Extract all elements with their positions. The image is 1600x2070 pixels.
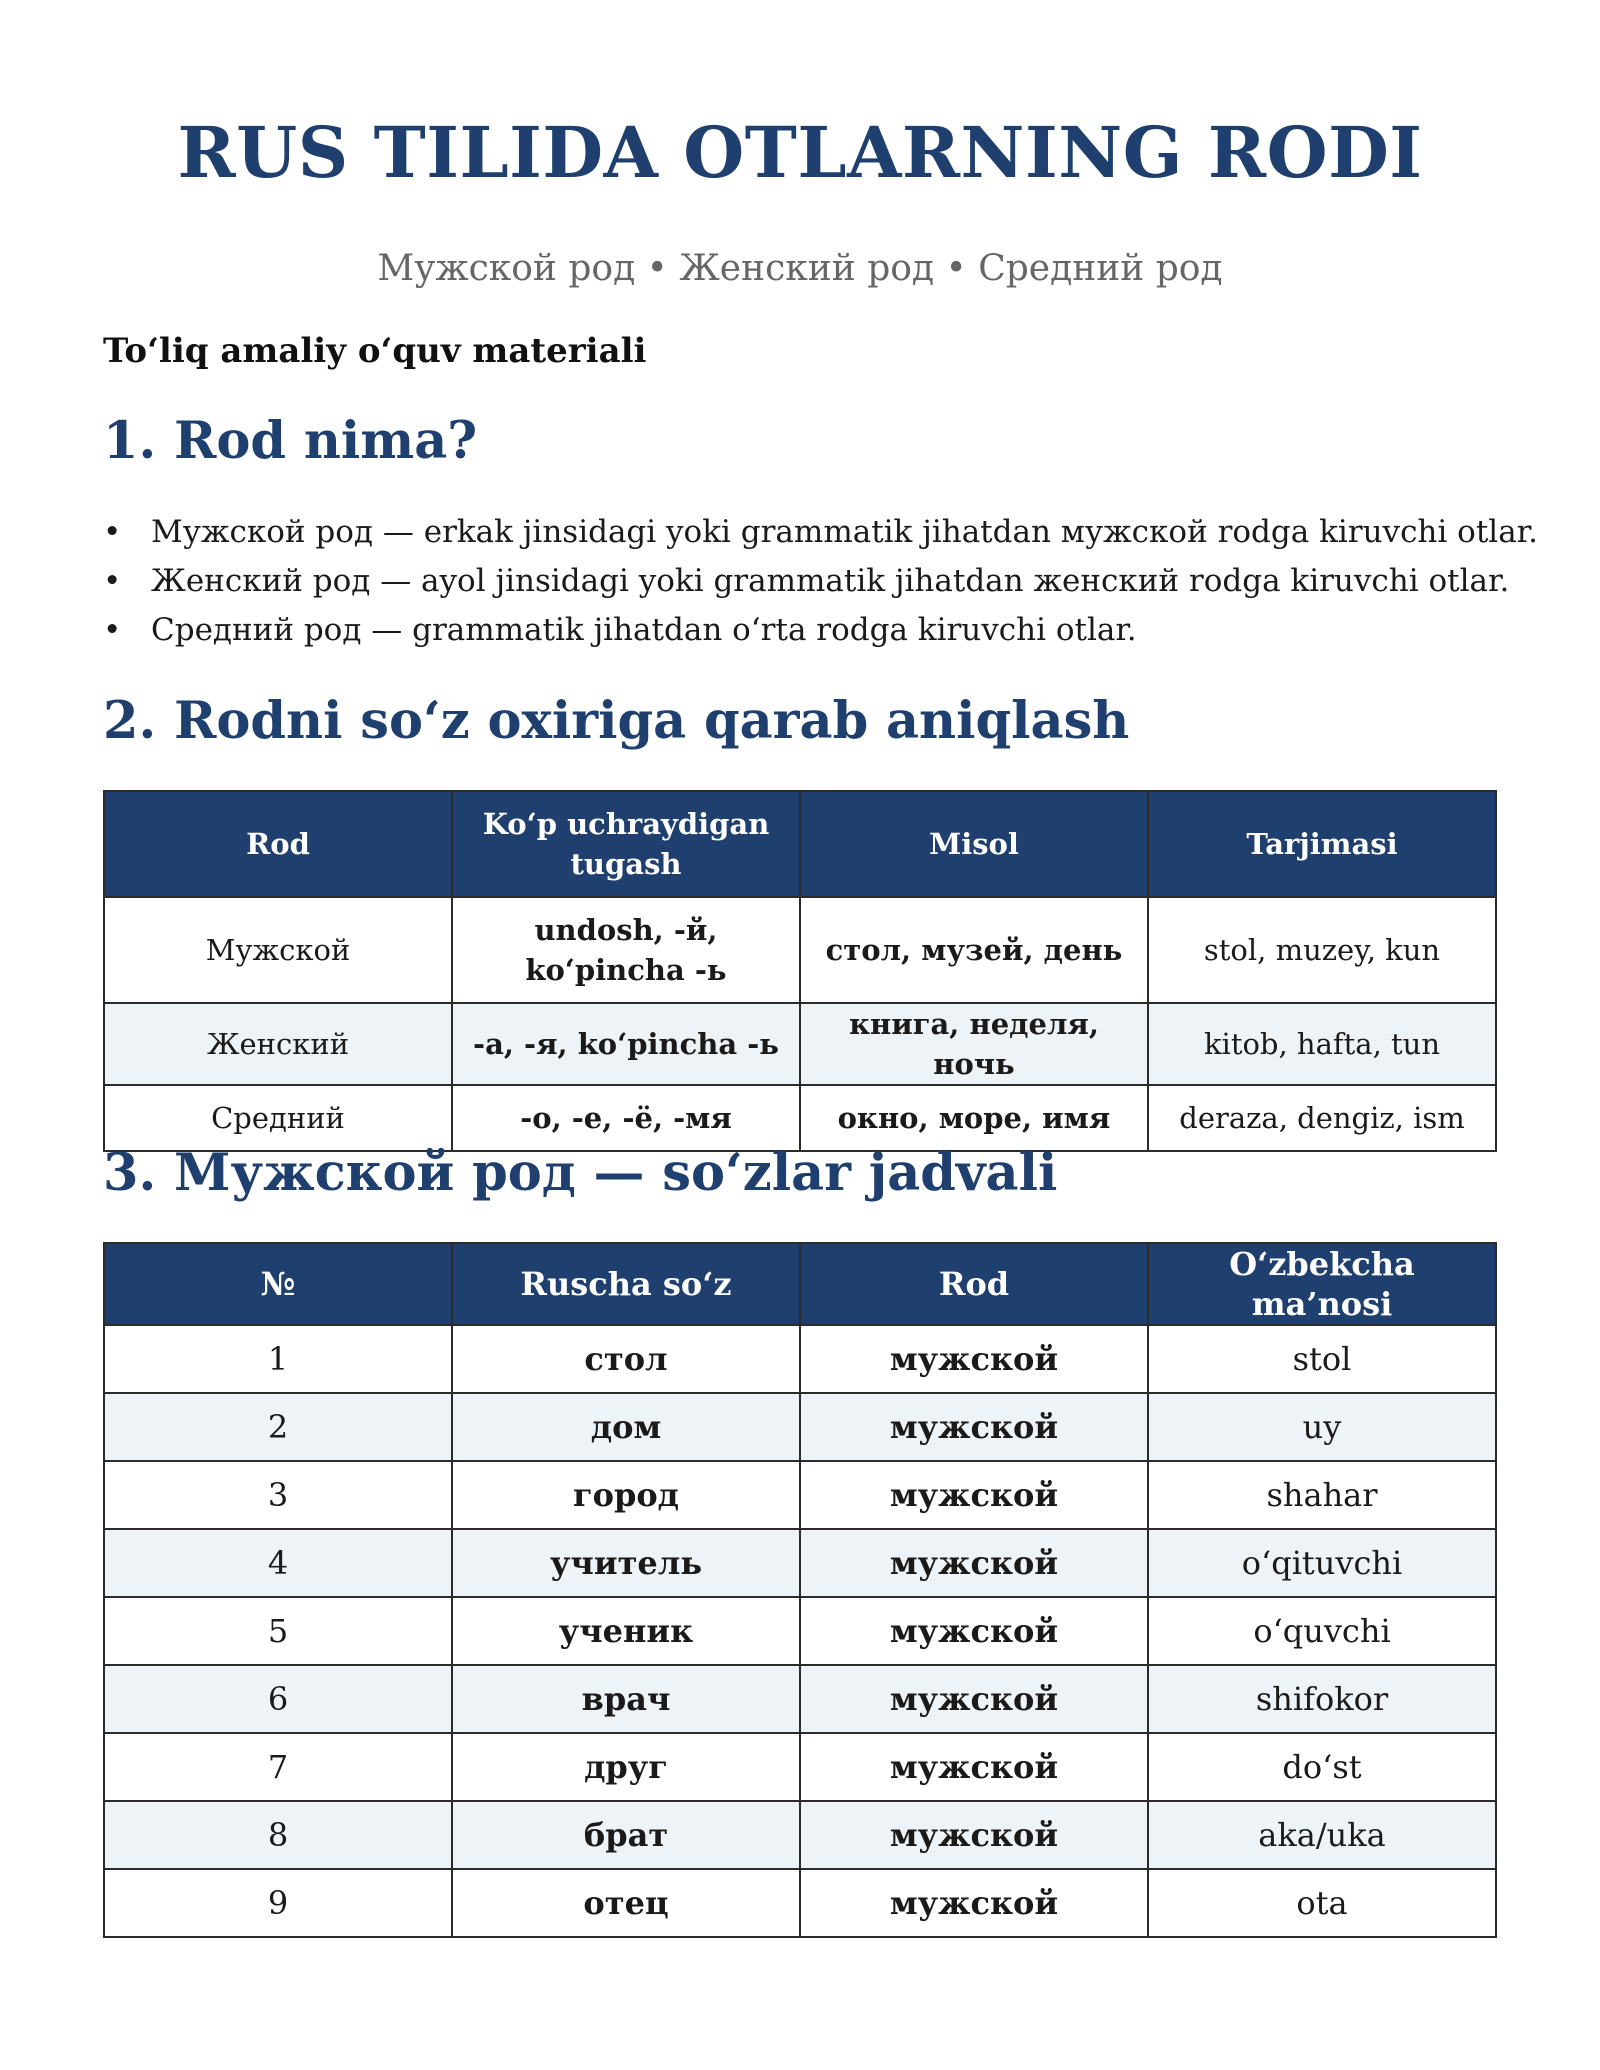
row-number: 2 (104, 1393, 452, 1461)
uzbek-meaning: uy (1148, 1393, 1496, 1461)
section-heading-3: 3. Мужской род — so‘zlar jadvali (103, 1143, 1058, 1203)
table-cell: Женский (104, 1003, 452, 1085)
table-cell: deraza, dengiz, ism (1148, 1085, 1496, 1151)
section-heading-1: 1. Rod nima? (103, 411, 478, 471)
uzbek-meaning: o‘quvchi (1148, 1597, 1496, 1665)
russian-word: брат (452, 1801, 800, 1869)
russian-word: дом (452, 1393, 800, 1461)
table-cell: -о, -е, -ё, -мя (452, 1085, 800, 1151)
table-row (104, 1733, 1496, 1801)
russian-word: стол (452, 1325, 800, 1393)
column-header: O‘zbekcha ma’nosi (1148, 1243, 1496, 1325)
uzbek-meaning: o‘qituvchi (1148, 1529, 1496, 1597)
table-row (104, 1393, 1496, 1461)
gender-cell: мужской (800, 1325, 1148, 1393)
gender-cell: мужской (800, 1597, 1148, 1665)
gender-cell: мужской (800, 1461, 1148, 1529)
table-row (104, 1529, 1496, 1597)
list-item (103, 606, 1497, 655)
russian-word: врач (452, 1665, 800, 1733)
uzbek-meaning: shifokor (1148, 1665, 1496, 1733)
column-header: Rod (104, 791, 452, 897)
table-row (104, 1597, 1496, 1665)
table-row (104, 897, 1496, 1003)
table-cell: kitob, hafta, tun (1148, 1003, 1496, 1085)
table-cell: стол, музей, день (800, 897, 1148, 1003)
table-cell: Мужской (104, 897, 452, 1003)
table-row (104, 1869, 1496, 1937)
uzbek-meaning: ota (1148, 1869, 1496, 1937)
gender-cell: мужской (800, 1869, 1148, 1937)
row-number: 1 (104, 1325, 452, 1393)
russian-word: ученик (452, 1597, 800, 1665)
table-cell: undosh, -й, ko‘pincha -ь (452, 897, 800, 1003)
words-table (103, 1242, 1497, 1938)
section-heading-2: 2. Rodni so‘z oxiriga qarab aniqlash (103, 691, 1130, 751)
bullet-icon: • (103, 514, 122, 550)
table-cell: -а, -я, ko‘pincha -ь (452, 1003, 800, 1085)
table-cell: stol, muzey, kun (1148, 897, 1496, 1003)
bullet-icon: • (103, 563, 122, 599)
table-cell: Средний (104, 1085, 452, 1151)
row-number: 5 (104, 1597, 452, 1665)
table-row (104, 1461, 1496, 1529)
row-number: 9 (104, 1869, 452, 1937)
column-header: Ko‘p uchraydigan tugash (452, 791, 800, 897)
column-header: Misol (800, 791, 1148, 897)
gender-cell: мужской (800, 1665, 1148, 1733)
definition-list (103, 508, 1538, 655)
uzbek-meaning: do‘st (1148, 1733, 1496, 1801)
table-row (104, 1325, 1496, 1393)
russian-word: город (452, 1461, 800, 1529)
list-item (103, 508, 1538, 557)
list-item-text: Женский род — ayol jinsidagi yoki grammatik jihatdan женский rodga kiruvchi otlar. (151, 563, 1510, 599)
uzbek-meaning: stol (1148, 1325, 1496, 1393)
list-item-text: Мужской род — erkak jinsidagi yoki grammatik jihatdan мужской rodga kiruvchi otlar. (151, 514, 1538, 550)
column-header: Rod (800, 1243, 1148, 1325)
table-row (104, 1003, 1496, 1085)
row-number: 3 (104, 1461, 452, 1529)
uzbek-meaning: shahar (1148, 1461, 1496, 1529)
row-number: 6 (104, 1665, 452, 1733)
table-header-row (104, 1243, 1496, 1325)
page-subtitle: Мужской род • Женский род • Средний род (377, 248, 1223, 289)
table-header-row (104, 791, 1496, 897)
row-number: 4 (104, 1529, 452, 1597)
column-header: Tarjimasi (1148, 791, 1496, 897)
russian-word: друг (452, 1733, 800, 1801)
gender-cell: мужской (800, 1801, 1148, 1869)
list-item (103, 557, 1510, 606)
table-row (104, 1801, 1496, 1869)
bullet-icon: • (103, 612, 122, 648)
table-row (104, 1665, 1496, 1733)
row-number: 7 (104, 1733, 452, 1801)
gender-cell: мужской (800, 1393, 1148, 1461)
endings-table (103, 790, 1497, 1152)
uzbek-meaning: aka/uka (1148, 1801, 1496, 1869)
table-cell: книга, неделя, ночь (800, 1003, 1148, 1085)
row-number: 8 (104, 1801, 452, 1869)
page-title: RUS TILIDA OTLARNING RODI (177, 111, 1423, 194)
russian-word: учитель (452, 1529, 800, 1597)
gender-cell: мужской (800, 1733, 1148, 1801)
table-cell: окно, море, имя (800, 1085, 1148, 1151)
column-header: № (104, 1243, 452, 1325)
russian-word: отец (452, 1869, 800, 1937)
list-item-text: Средний род — grammatik jihatdan o‘rta rodga kiruvchi otlar. (151, 612, 1137, 648)
column-header: Ruscha so‘z (452, 1243, 800, 1325)
gender-cell: мужской (800, 1529, 1148, 1597)
lead-text: To‘liq amaliy o‘quv materiali (103, 331, 647, 371)
